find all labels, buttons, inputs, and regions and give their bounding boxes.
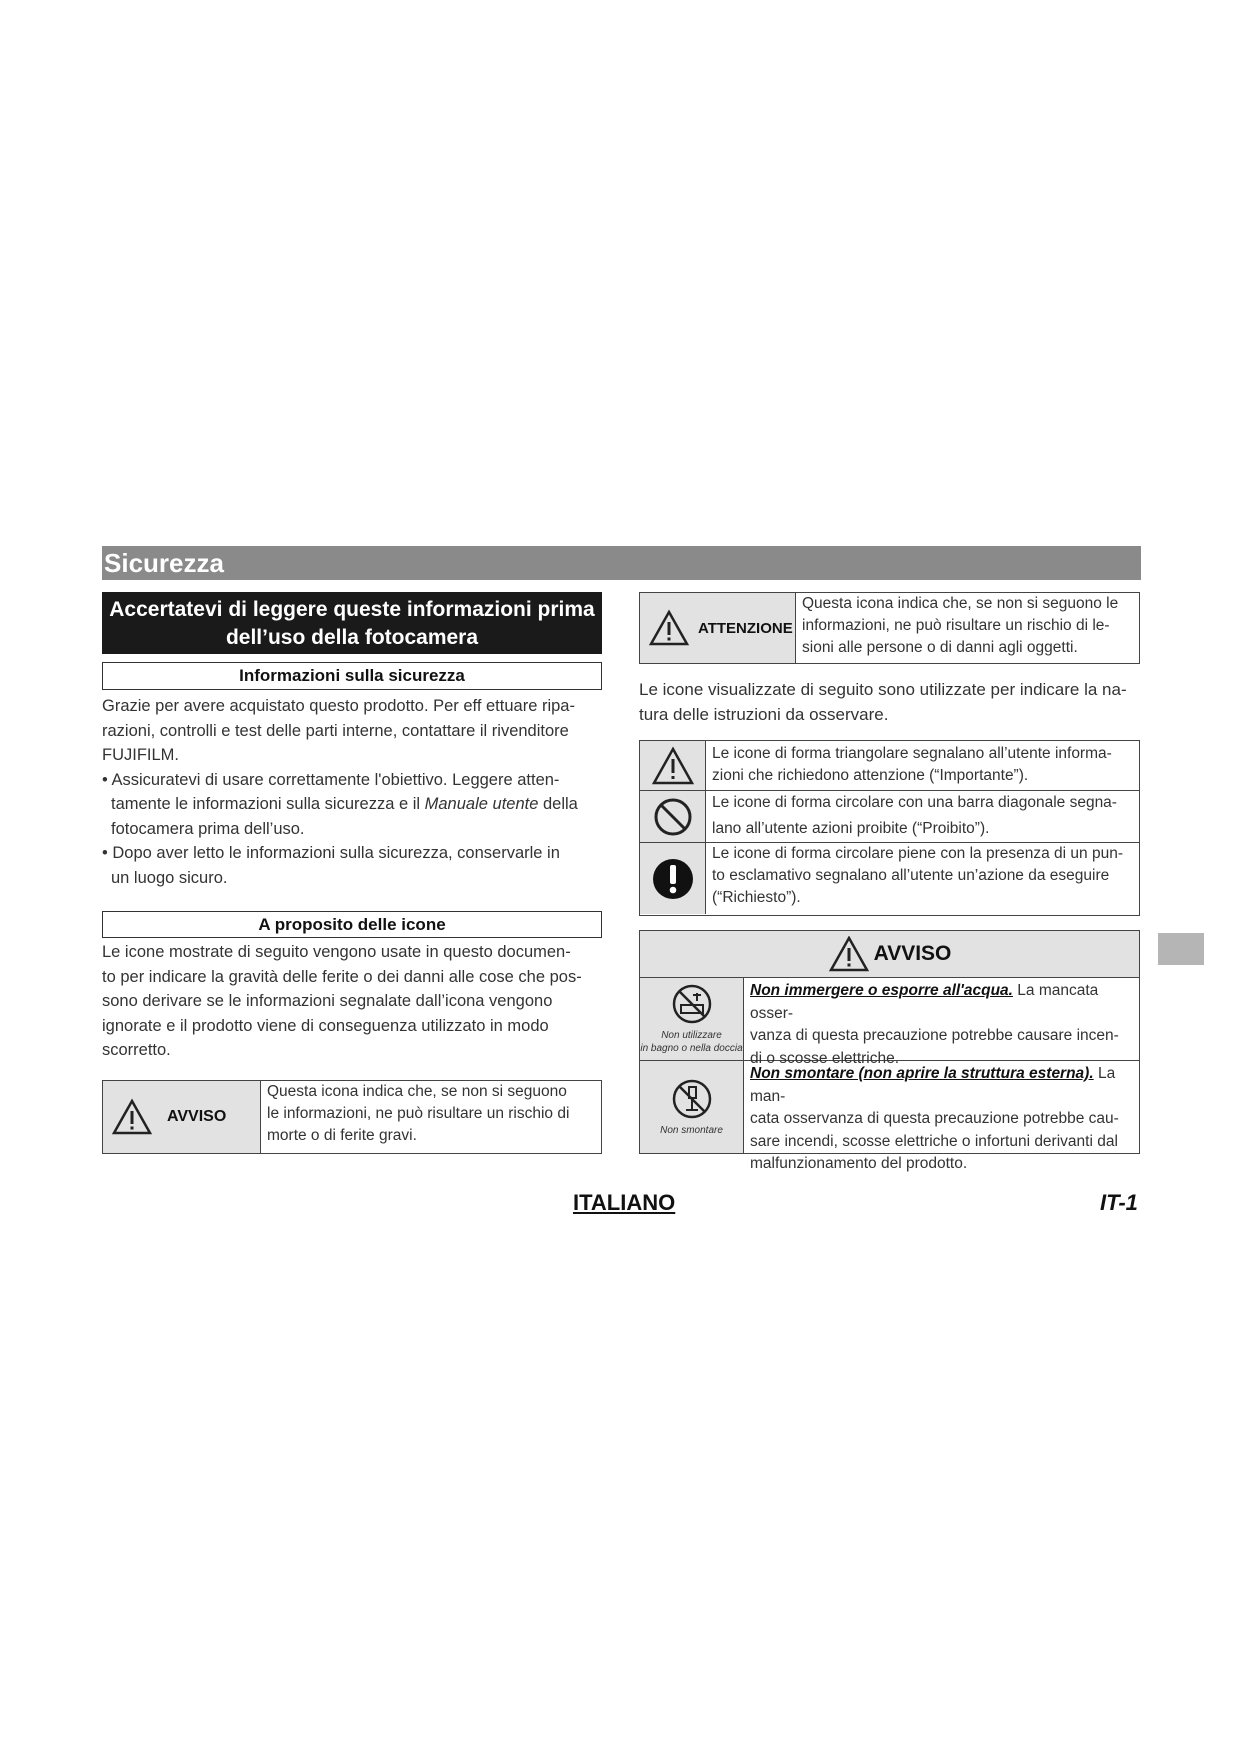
icon-type-cell: [640, 791, 706, 842]
icon-type-row-prohibited: [640, 791, 1139, 843]
safety-intro-line-3: FUJIFILM.: [102, 746, 179, 764]
warning-caption-line-1: Non utilizzare: [661, 1030, 722, 1041]
about-icons-heading: A proposito delle icone: [102, 911, 602, 938]
no-water-icon: [671, 983, 713, 1025]
warning-item-caption: [660, 1124, 723, 1137]
bullet-1-line-3: fotocamera prima dell’uso.: [111, 819, 305, 838]
avviso-warning-title: AVVISO: [873, 942, 952, 965]
avviso-legend-line-2: le informazioni, ne può risultare un rischio di: [267, 1105, 570, 1122]
warning-item-icon-cell: [640, 978, 744, 1060]
about-icons-line-1: Le icone mostrate di seguito vengono usate in questo documen-: [102, 943, 571, 961]
warning-item-caption: [640, 1029, 742, 1055]
icon-type-text-important: [706, 741, 1114, 790]
icon-type-text-prohibited: [706, 791, 1119, 842]
about-icons-line-3: sono derivare se le informazioni segnalate dall’icona vengono: [102, 992, 553, 1010]
warning-item-text: [744, 978, 1139, 1067]
footer-language: ITALIANO: [573, 1190, 676, 1215]
avviso-legend-tag: [103, 1081, 261, 1153]
manual-title: Manuale utente: [424, 795, 539, 813]
attenzione-legend-line-2: informazioni, ne può risultare un rischio di le-: [802, 617, 1110, 634]
warning-emphasis: Non smontare (non aprire la struttura esterna).: [750, 1065, 1094, 1082]
icons-intro-line-1: Le icone visualizzate di seguito sono utilizzate per indicare la na-: [639, 680, 1127, 699]
avviso-legend-line-3: morte o di ferite gravi.: [267, 1127, 417, 1144]
avviso-legend-text: [261, 1081, 601, 1153]
bullet-1-line-2: [102, 792, 612, 817]
icon-type-line: to esclamativo segnalano all’utente un’azione da eseguire: [712, 867, 1110, 884]
icon-type-line: lano all’utente azioni proibite (“Proibito”).: [712, 820, 990, 837]
icon-type-line: Le icone di forma circolare con una barra diagonale segna-: [712, 794, 1117, 811]
icon-type-line: Le icone di forma circolare piene con la presenza di un pun-: [712, 845, 1123, 862]
avviso-legend-box: [102, 1080, 602, 1154]
warning-line-2: vanza di questa precauzione potrebbe causare incen-: [750, 1027, 1119, 1044]
avviso-legend-line-1: Questa icona indica che, se non si seguono: [267, 1083, 567, 1100]
no-disassemble-icon: [671, 1078, 713, 1120]
icon-type-row-important: [640, 741, 1139, 791]
warning-triangle-icon: [651, 746, 695, 786]
safety-info-text: [102, 694, 612, 890]
bullet-1-text-a: tamente le informazioni sulla sicurezza e il: [111, 795, 425, 813]
attenzione-legend-line-1: Questa icona indica che, se non si seguono le: [802, 595, 1119, 612]
safety-intro-line-2: razioni, controlli e test delle parti interne, contattare il rivenditore: [102, 721, 569, 740]
about-icons-text: [102, 940, 612, 1063]
icon-type-line: Le icone di forma triangolare segnalano all’utente informa-: [712, 745, 1112, 762]
warning-line-1-rest: La mancata osser-: [750, 982, 1099, 1022]
headline-line-2: dell’uso della fotocamera: [225, 626, 479, 649]
bullet-2-line-2: un luogo sicuro.: [111, 868, 228, 887]
safety-intro-line-1: Grazie per avere acquistato questo prodotto. Per eff ettuare ripa-: [102, 697, 575, 715]
avviso-warning-box: [639, 930, 1140, 1172]
bullet-2-line-1: • Dopo aver letto le informazioni sulla sicurezza, conservarle in: [102, 844, 560, 862]
about-icons-line-2: to per indicare la gravità delle ferite o dei danni alle cose che pos-: [102, 967, 582, 986]
avviso-warning-header: [640, 931, 1139, 978]
bullet-1-line-1: • Assicuratevi di usare correttamente l'obiettivo. Leggere atten-: [102, 770, 560, 789]
icon-type-line: zioni che richiedono attenzione (“Importante”).: [712, 767, 1029, 784]
warning-triangle-icon: [111, 1098, 153, 1136]
icon-types-table: [639, 740, 1140, 916]
attenzione-legend-text: [796, 593, 1139, 663]
warning-item-text: [744, 1061, 1139, 1172]
warning-line-4: malfunzionamento del prodotto.: [750, 1155, 968, 1172]
warning-line-2: cata osservanza di questa precauzione potrebbe cau-: [750, 1110, 1119, 1127]
icon-type-line: (“Richiesto”).: [712, 889, 801, 906]
warning-triangle-icon: [648, 609, 690, 647]
warning-caption-line-1: Non smontare: [660, 1124, 723, 1136]
warning-item-disassemble: [640, 1061, 1139, 1172]
prohibited-circle-icon: [652, 796, 694, 838]
attenzione-legend-label: ATTENZIONE: [698, 619, 793, 637]
safety-info-heading: Informazioni sulla sicurezza: [102, 662, 602, 690]
warning-emphasis: Non immergere o esporre all'acqua.: [750, 982, 1013, 999]
icons-intro-line-2: tura delle istruzioni da osservare.: [639, 704, 889, 724]
footer-page-number: IT-1: [1100, 1190, 1138, 1215]
warning-item-water: [640, 978, 1139, 1067]
warning-line-1-rest: La man-: [750, 1065, 1116, 1105]
section-title-bar: [102, 546, 1141, 580]
attenzione-legend-box: [639, 592, 1140, 664]
attenzione-legend-line-3: sioni alle persone o di danni agli oggetti.: [802, 639, 1078, 656]
headline-line-1: Accertatevi di leggere queste informazioni prima: [109, 598, 595, 621]
warning-caption-line-2: in bagno o nella doccia: [640, 1043, 743, 1054]
warning-line-1: [750, 980, 1137, 1025]
side-tab-marker: [1158, 933, 1204, 965]
warning-line-1: [750, 1063, 1137, 1108]
icon-type-cell: [640, 741, 706, 790]
about-icons-line-4: ignorate e il prodotto viene di conseguenza utilizzato in modo: [102, 1016, 549, 1035]
headline-box: [102, 592, 602, 654]
about-icons-line-5: scorretto.: [102, 1041, 171, 1059]
warning-line-3: di o scosse elettriche.: [750, 1049, 900, 1067]
icon-type-cell: [640, 843, 706, 914]
warning-triangle-icon: [828, 936, 870, 972]
bullet-1-text-c: della: [538, 795, 578, 813]
icon-type-row-mandatory: [640, 843, 1139, 914]
avviso-legend-label: AVVISO: [167, 1108, 227, 1125]
mandatory-exclamation-icon: [651, 857, 695, 901]
icon-type-text-mandatory: [706, 843, 1125, 914]
section-title: Sicurezza: [104, 548, 224, 578]
warning-line-3: sare incendi, scosse elettriche o infortuni derivanti dal: [750, 1132, 1118, 1150]
attenzione-legend-tag: [640, 593, 796, 663]
icons-intro-text: [639, 678, 1144, 727]
warning-item-icon-cell: [640, 1061, 744, 1153]
